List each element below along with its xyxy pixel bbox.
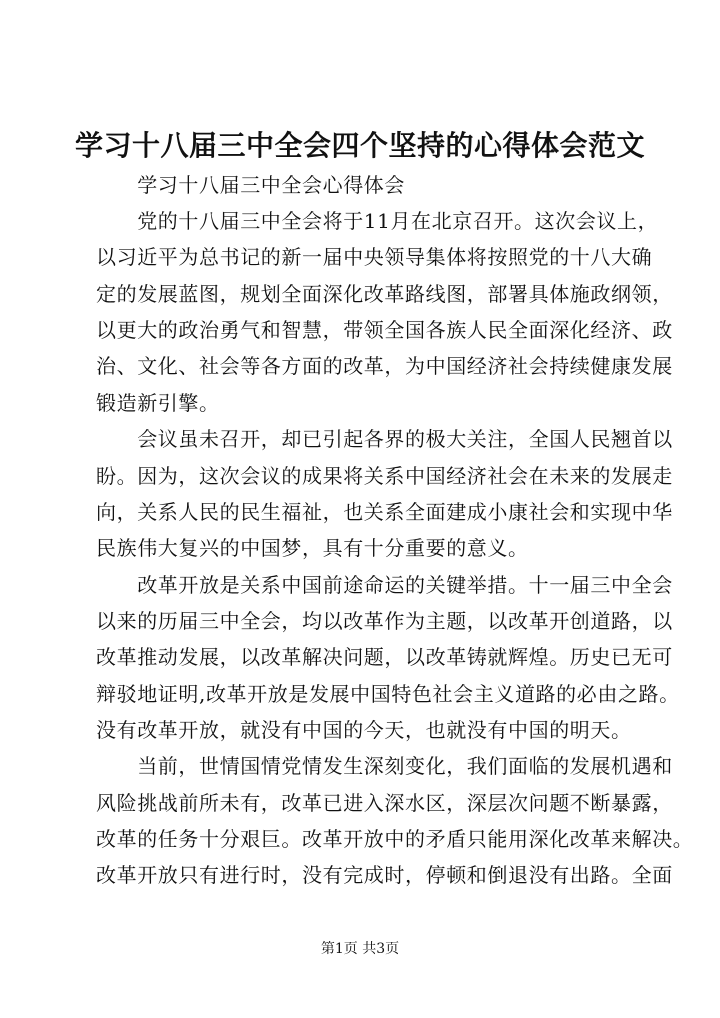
body-line: 以更大的政治勇气和智慧，带领全国各族人民全面深化经济、政 (96, 318, 673, 342)
body-line: 会议虽未召开，却已引起各界的极大关注，全国人民翘首以 (96, 427, 673, 451)
page-number: 第1页 共3页 (320, 941, 400, 957)
body-line: 改革开放是关系中国前途命运的关键举措。十一届三中全会 (96, 573, 673, 597)
body-line: 以习近平为总书记的新一届中央领导集体将按照党的十八大确 (96, 245, 653, 269)
body-line: 当前，世情国情党情发生深刻变化，我们面临的发展机遇和 (96, 754, 673, 778)
body-line: 以来的历届三中全会，均以改革作为主题，以改革开创道路，以 (96, 609, 673, 633)
body-line: 改革的任务十分艰巨。改革开放中的矛盾只能用深化改革来解决。 (96, 827, 694, 851)
body-line: 治、文化、社会等各方面的改革，为中国经济社会持续健康发展 (96, 354, 673, 378)
document-title: 学习十八届三中全会四个坚持的心得体会范文 (74, 129, 645, 162)
body-line: 定的发展蓝图，规划全面深化改革路线图，部署具体施政纲领， (96, 282, 673, 306)
body-line: 改革推动发展，以改革解决问题，以改革铸就辉煌。历史已无可 (96, 645, 673, 669)
body-line: 盼。因为，这次会议的成果将关系中国经济社会在未来的发展走 (96, 464, 673, 488)
body-line: 辩驳地证明,改革开放是发展中国特色社会主义道路的必由之路。 (96, 682, 680, 706)
body-line: 向，关系人民的民生福祉，也关系全面建成小康社会和实现中华 (96, 500, 673, 524)
body-line: 改革开放只有进行时，没有完成时，停顿和倒退没有出路。全面 (96, 863, 673, 887)
body-line: 没有改革开放，就没有中国的今天，也就没有中国的明天。 (96, 718, 632, 742)
body-line: 锻造新引擎。 (96, 391, 220, 415)
subtitle-line: 学习十八届三中全会心得体会 (96, 173, 405, 197)
body-line: 民族伟大复兴的中国梦，具有十分重要的意义。 (96, 536, 529, 560)
body-line: 党的十八届三中全会将于11月在北京召开。这次会议上， (96, 209, 659, 233)
body-line: 风险挑战前所未有，改革已进入深水区，深层次问题不断暴露， (96, 791, 673, 815)
